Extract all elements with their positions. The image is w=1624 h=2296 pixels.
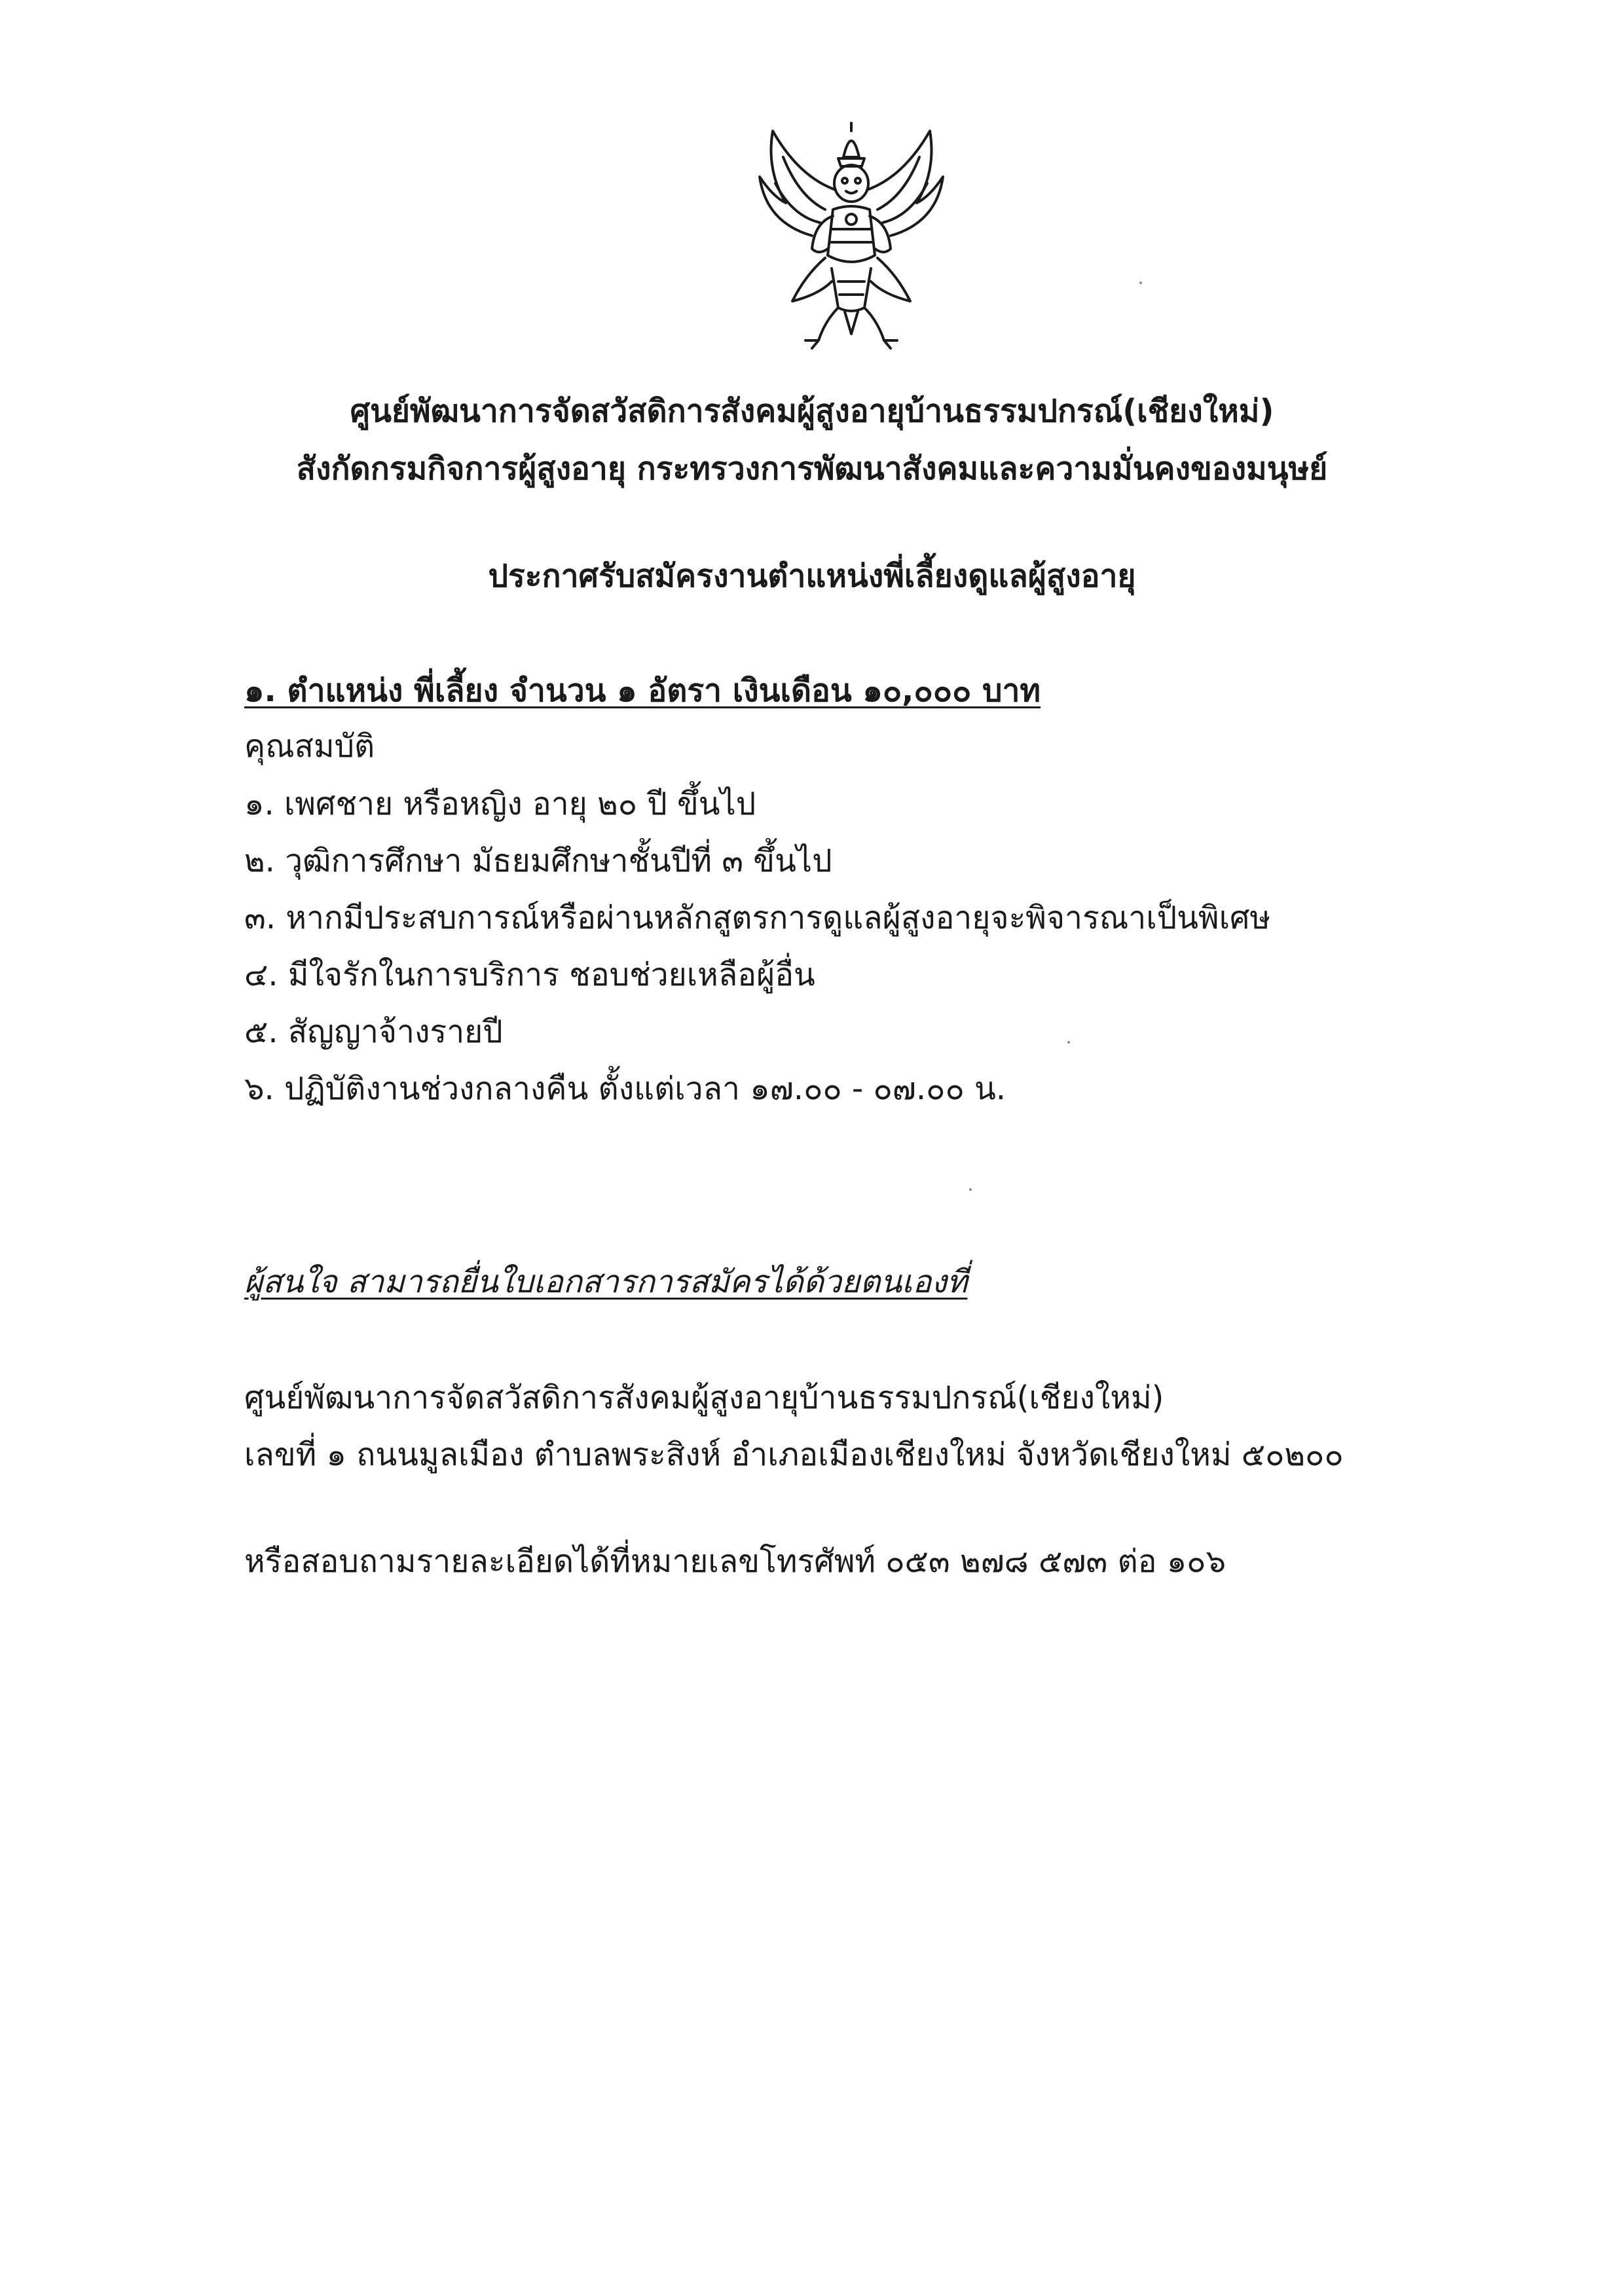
qualification-item: ๓. หากมีประสบการณ์หรือผ่านหลักสูตรการดูแลผู้สูงอายุจะพิจารณาเป็นพิเศษ [244, 900, 1271, 936]
apply-address: เลขที่ ๑ ถนนมูลเมือง ตำบลพระสิงห์ อำเภอเมืองเชียงใหม่ จังหวัดเชียงใหม่ ๕๐๒๐๐ [244, 1436, 1344, 1473]
scan-speck [1139, 282, 1142, 284]
qualification-item: ๒. วุฒิการศึกษา มัธยมศึกษาชั้นปีที่ ๓ ขึ้นไป [244, 843, 832, 879]
qualification-item: ๕. สัญญาจ้างรายปี [244, 1013, 503, 1050]
apply-heading: ผู้สนใจ สามารถยื่นใบเอกสารการสมัครได้ด้วยตนเองที่ [244, 1264, 968, 1300]
garuda-emblem-icon [747, 118, 956, 354]
apply-place-name: ศูนย์พัฒนาการจัดสวัสดิการสังคมผู้สูงอายุบ้านธรรมปกรณ์(เชียงใหม่) [244, 1379, 1164, 1416]
qualification-item: ๑. เพศชาย หรือหญิง อายุ ๒๐ ปี ขึ้นไป [244, 786, 756, 822]
qualification-item: ๔. มีใจรักในการบริการ ชอบช่วยเหลือผู้อื่น [244, 957, 815, 993]
position-heading: ๑. ตำแหน่ง พี่เลี้ยง จำนวน ๑ อัตรา เงินเดือน ๑๐,๐๐๐ บาท [244, 672, 1041, 709]
org-name-line: ศูนย์พัฒนาการจัดสวัสดิการสังคมผู้สูงอายุบ้านธรรมปกรณ์(เชียงใหม่) [350, 393, 1274, 429]
scan-speck [1067, 1041, 1070, 1044]
announcement-title: ประกาศรับสมัครงานตำแหน่งพี่เลี้ยงดูแลผู้สูงอายุ [488, 558, 1136, 594]
qualifications-label: คุณสมบัติ [244, 728, 375, 765]
contact-phone-line: หรือสอบถามรายละเอียดได้ที่หมายเลขโทรศัพท์ ๐๕๓ ๒๗๘ ๕๗๓ ต่อ ๑๐๖ [244, 1543, 1226, 1580]
org-affiliation-line: สังกัดกรมกิจการผู้สูงอายุ กระทรวงการพัฒนาสังคมและความมั่นคงของมนุษย์ [296, 450, 1328, 487]
qualification-item: ๖. ปฏิบัติงานช่วงกลางคืน ตั้งแต่เวลา ๑๗.๐๐ - ๐๗.๐๐ น. [244, 1070, 1006, 1107]
scan-speck [969, 1188, 972, 1191]
